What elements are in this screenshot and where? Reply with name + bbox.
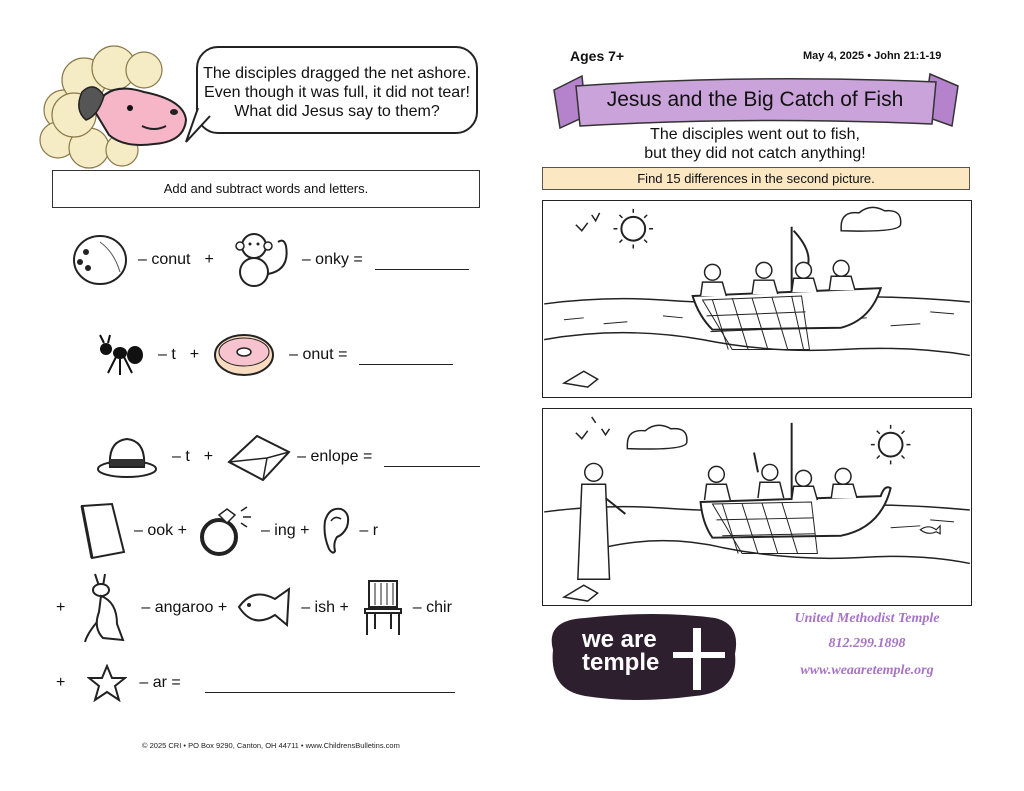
jumping-fish-icon [920,526,940,534]
subtitle [560,125,950,163]
chair-icon [363,579,403,637]
bubble-line-2: Even though it was full, it did not tear! [204,84,470,101]
coconut-icon [70,232,130,288]
row4-part3: – r [359,522,379,539]
row6-part1: – ar = [139,674,181,691]
ant-icon [98,333,144,377]
cloud-icon [841,207,901,231]
logo-line-1: we are [582,626,657,653]
find-differences-box: Find 15 differences in the second picture. [542,167,970,190]
fish-icon [237,585,293,631]
row6-answer-blank[interactable] [205,674,455,693]
row5-part3: – chir [412,599,452,616]
row1-part1: – conut [138,251,191,268]
cloud-icon-2 [627,425,687,449]
row1-part2: – onky = [301,251,363,268]
row6-plus: + [56,674,66,691]
row3-part2: – enlope = [297,448,373,465]
row5-plus: + [56,599,66,616]
donut-icon [213,332,275,378]
row2-part1: – t [158,346,176,363]
row4-part1: – ook + [134,522,187,539]
row3-plus: + [203,448,214,465]
date-scripture: May 4, 2025 • John 21:1-19 [803,50,942,62]
birds-icon [576,213,600,231]
hat-icon [96,433,158,481]
logo-text [582,628,659,674]
star-icon [87,664,127,702]
ear-icon [319,505,353,557]
bubble-line-1: The disciples dragged the net ashore. [203,65,471,82]
sun-icon-2 [879,433,903,457]
birds-icon-2 [576,417,610,439]
jesus-figure [578,463,626,579]
row5-part1: – angaroo + [141,599,228,616]
ages-label: Ages 7+ [570,48,625,64]
instructions-box: Add and subtract words and letters. [52,170,480,208]
row3-answer-blank[interactable] [384,448,480,467]
subtitle-line-1: The disciples went out to fish, [650,126,860,143]
row2-plus: + [189,346,200,363]
church-phone: 812.299.1898 [828,636,906,651]
puzzle-row-1 [70,230,469,290]
disciples-group-2 [705,453,857,501]
puzzle-row-3 [96,432,480,482]
book-icon [78,502,128,560]
speech-bubble [196,46,478,134]
puzzle-row-4 [78,502,378,560]
puzzle-row-5 [56,572,452,644]
row3-part1: – t [172,448,190,465]
puzzle-row-2 [98,332,453,378]
lamb-mascot [34,40,194,170]
envelope-icon [227,432,291,482]
bubble-line-3: What did Jesus say to them? [234,103,440,120]
picture-original [542,200,972,398]
row2-part2: – onut = [289,346,348,363]
row1-plus: + [204,251,214,268]
row1-answer-blank[interactable] [375,251,469,270]
ring-icon [197,505,255,557]
footer-copyright: © 2025 CRI • PO Box 9290, Canton, OH 44711 • www.ChildrensBulletins.com [142,741,400,750]
monkey-icon [228,230,294,290]
page-title: Jesus and the Big Catch of Fish [606,88,904,111]
row2-answer-blank[interactable] [359,346,453,365]
row4-part2: – ing + [260,522,310,539]
bubble-tail [184,108,214,148]
subtitle-line-2: but they did not catch anything! [644,145,866,162]
picture-differences [542,408,972,606]
row5-part2: – ish + [301,599,349,616]
kangaroo-icon [83,572,131,644]
logo-line-2: temple [582,649,660,676]
sun-icon [621,217,645,241]
church-name: United Methodist Temple [794,611,940,626]
church-website[interactable]: www.weaaretemple.org [800,663,934,678]
puzzle-row-6 [56,664,455,702]
